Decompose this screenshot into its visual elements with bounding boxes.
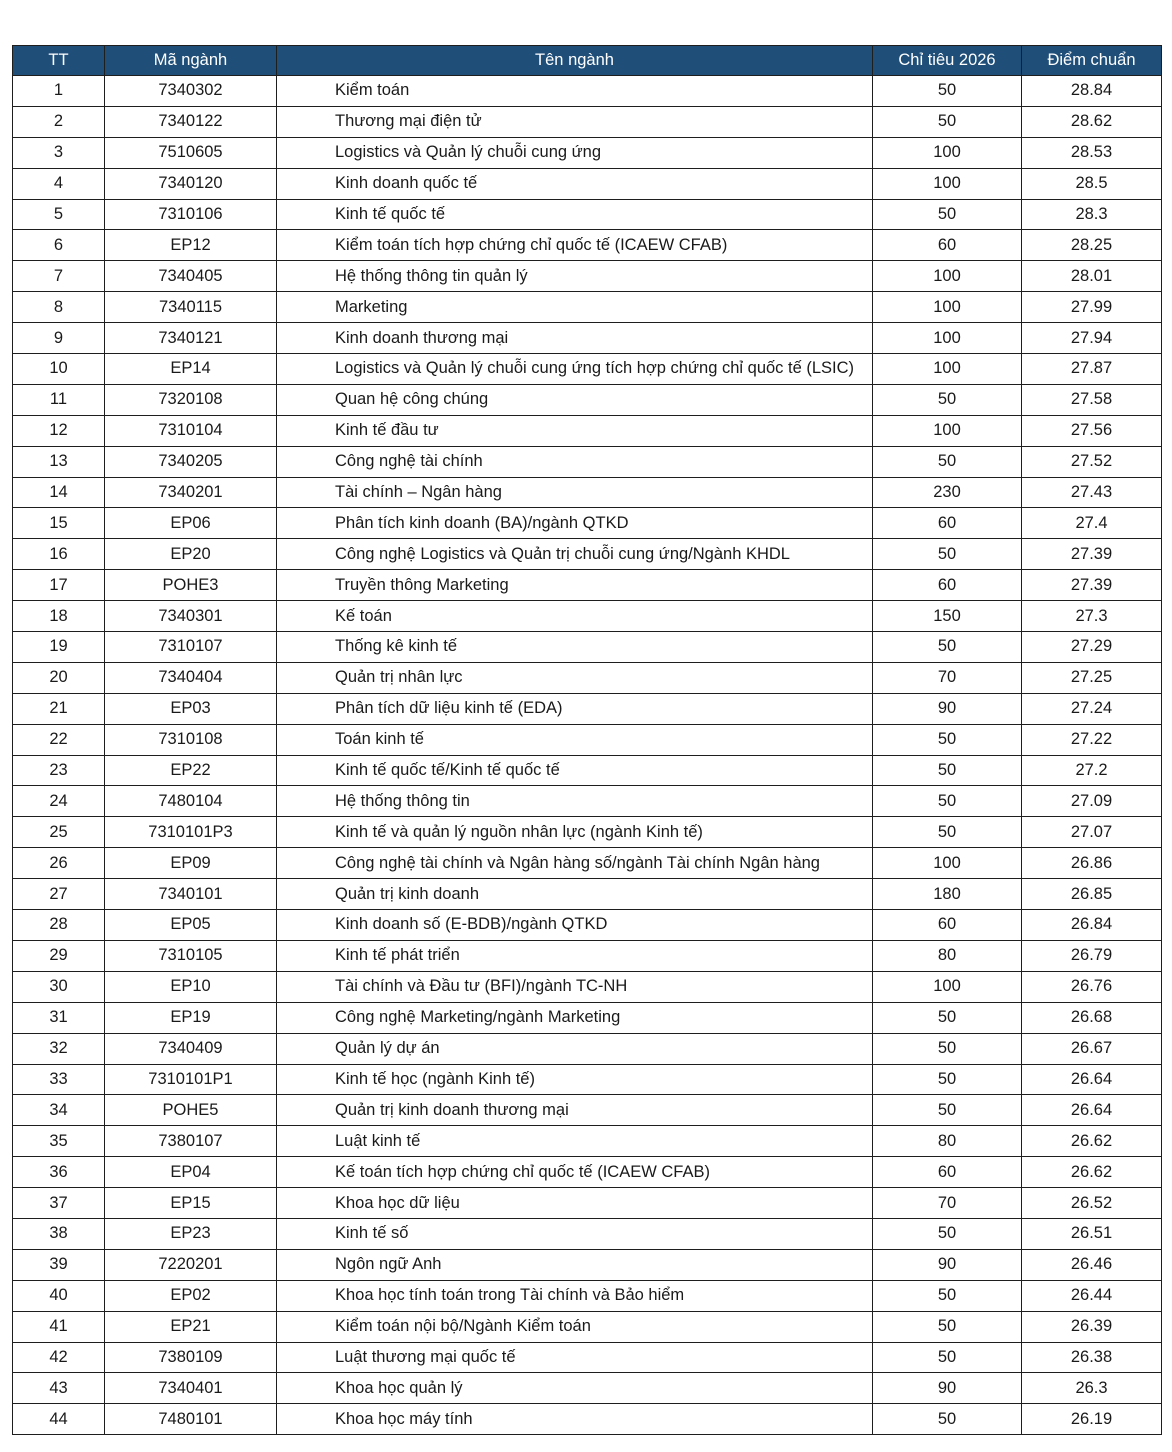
cell-name: Kinh tế đầu tư — [277, 415, 873, 446]
table-row — [13, 1033, 1162, 1064]
cell-quota: 100 — [873, 971, 1022, 1002]
cell-quota: 100 — [873, 137, 1022, 168]
cell-code: 7340120 — [105, 168, 277, 199]
cell-score: 26.86 — [1022, 848, 1162, 879]
table-row — [13, 662, 1162, 693]
table-row — [13, 786, 1162, 817]
cell-score: 27.87 — [1022, 354, 1162, 385]
cell-code: EP21 — [105, 1311, 277, 1342]
cell-score: 27.99 — [1022, 292, 1162, 323]
cell-score: 26.51 — [1022, 1218, 1162, 1249]
cell-tt: 25 — [13, 817, 105, 848]
cell-tt: 34 — [13, 1095, 105, 1126]
cell-code: 7380109 — [105, 1342, 277, 1373]
header-code: Mã ngành — [105, 46, 277, 76]
cell-quota: 100 — [873, 354, 1022, 385]
cell-quota: 60 — [873, 1157, 1022, 1188]
cell-tt: 5 — [13, 199, 105, 230]
cell-score: 27.94 — [1022, 323, 1162, 354]
cell-name: Logistics và Quản lý chuỗi cung ứng tích hợp chứng chỉ quốc tế (LSIC) — [277, 354, 873, 385]
cell-code: 7340115 — [105, 292, 277, 323]
cell-tt: 29 — [13, 940, 105, 971]
cell-name: Hệ thống thông tin quản lý — [277, 261, 873, 292]
table-row — [13, 848, 1162, 879]
cell-code: EP14 — [105, 354, 277, 385]
cell-tt: 1 — [13, 76, 105, 107]
cell-tt: 3 — [13, 137, 105, 168]
cell-tt: 6 — [13, 230, 105, 261]
cell-code: 7340401 — [105, 1373, 277, 1404]
table-row — [13, 879, 1162, 910]
cell-name: Kinh doanh quốc tế — [277, 168, 873, 199]
cell-quota: 50 — [873, 1280, 1022, 1311]
cell-code: EP22 — [105, 755, 277, 786]
table-row — [13, 477, 1162, 508]
cell-quota: 180 — [873, 879, 1022, 910]
cell-name: Phân tích dữ liệu kinh tế (EDA) — [277, 693, 873, 724]
table-row — [13, 1095, 1162, 1126]
cell-tt: 18 — [13, 601, 105, 632]
cell-tt: 23 — [13, 755, 105, 786]
cell-code: 7310105 — [105, 940, 277, 971]
cell-tt: 30 — [13, 971, 105, 1002]
cell-score: 28.25 — [1022, 230, 1162, 261]
cell-name: Tài chính – Ngân hàng — [277, 477, 873, 508]
cell-code: 7320108 — [105, 384, 277, 415]
cell-name: Kiểm toán tích hợp chứng chỉ quốc tế (ICAEW CFAB) — [277, 230, 873, 261]
cell-quota: 50 — [873, 76, 1022, 107]
table-row — [13, 1218, 1162, 1249]
table-row — [13, 168, 1162, 199]
cell-tt: 7 — [13, 261, 105, 292]
cell-tt: 43 — [13, 1373, 105, 1404]
cell-quota: 50 — [873, 1404, 1022, 1435]
cell-name: Kinh tế quốc tế — [277, 199, 873, 230]
cell-code: EP04 — [105, 1157, 277, 1188]
cell-quota: 50 — [873, 1342, 1022, 1373]
table-row — [13, 1002, 1162, 1033]
cell-score: 26.52 — [1022, 1188, 1162, 1219]
table-row — [13, 323, 1162, 354]
table-row — [13, 137, 1162, 168]
cell-name: Thương mại điện tử — [277, 106, 873, 137]
cell-code: 7220201 — [105, 1249, 277, 1280]
cell-tt: 44 — [13, 1404, 105, 1435]
table-row — [13, 724, 1162, 755]
cell-quota: 150 — [873, 601, 1022, 632]
cell-tt: 26 — [13, 848, 105, 879]
cell-quota: 100 — [873, 415, 1022, 446]
cell-quota: 50 — [873, 755, 1022, 786]
cell-quota: 80 — [873, 1126, 1022, 1157]
cell-score: 27.24 — [1022, 693, 1162, 724]
cell-name: Kinh doanh thương mại — [277, 323, 873, 354]
cell-score: 27.56 — [1022, 415, 1162, 446]
cell-name: Phân tích kinh doanh (BA)/ngành QTKD — [277, 508, 873, 539]
cell-name: Kế toán — [277, 601, 873, 632]
cell-code: 7340302 — [105, 76, 277, 107]
cell-quota: 60 — [873, 230, 1022, 261]
header-quota: Chỉ tiêu 2026 — [873, 46, 1022, 76]
cell-code: EP10 — [105, 971, 277, 1002]
cell-name: Marketing — [277, 292, 873, 323]
cell-name: Quản lý dự án — [277, 1033, 873, 1064]
cell-tt: 27 — [13, 879, 105, 910]
cell-quota: 80 — [873, 940, 1022, 971]
table-body — [13, 76, 1162, 1435]
cell-name: Luật kinh tế — [277, 1126, 873, 1157]
cell-tt: 14 — [13, 477, 105, 508]
cell-tt: 9 — [13, 323, 105, 354]
header-row — [13, 46, 1162, 76]
table-row — [13, 1342, 1162, 1373]
cell-score: 27.52 — [1022, 446, 1162, 477]
cell-name: Công nghệ Logistics và Quản trị chuỗi cung ứng/Ngành KHDL — [277, 539, 873, 570]
cell-name: Quản trị kinh doanh — [277, 879, 873, 910]
cell-code: 7510605 — [105, 137, 277, 168]
cell-score: 28.53 — [1022, 137, 1162, 168]
cell-name: Công nghệ tài chính — [277, 446, 873, 477]
cell-name: Công nghệ tài chính và Ngân hàng số/ngành Tài chính Ngân hàng — [277, 848, 873, 879]
cell-score: 26.85 — [1022, 879, 1162, 910]
cell-tt: 20 — [13, 662, 105, 693]
cell-name: Kiểm toán — [277, 76, 873, 107]
cell-code: 7310101P3 — [105, 817, 277, 848]
cell-quota: 100 — [873, 261, 1022, 292]
cell-score: 26.64 — [1022, 1064, 1162, 1095]
cell-code: EP15 — [105, 1188, 277, 1219]
cell-code: 7310106 — [105, 199, 277, 230]
cell-score: 26.39 — [1022, 1311, 1162, 1342]
table-row — [13, 539, 1162, 570]
cell-quota: 70 — [873, 662, 1022, 693]
cell-quota: 100 — [873, 168, 1022, 199]
cell-tt: 16 — [13, 539, 105, 570]
cell-tt: 42 — [13, 1342, 105, 1373]
cell-score: 27.58 — [1022, 384, 1162, 415]
cell-quota: 60 — [873, 508, 1022, 539]
cell-name: Khoa học dữ liệu — [277, 1188, 873, 1219]
cell-quota: 230 — [873, 477, 1022, 508]
cell-code: 7310108 — [105, 724, 277, 755]
cell-score: 28.62 — [1022, 106, 1162, 137]
cell-tt: 15 — [13, 508, 105, 539]
table-row — [13, 230, 1162, 261]
cell-quota: 60 — [873, 910, 1022, 941]
table-row — [13, 632, 1162, 663]
cell-score: 26.38 — [1022, 1342, 1162, 1373]
cell-code: 7340301 — [105, 601, 277, 632]
cell-tt: 36 — [13, 1157, 105, 1188]
cell-name: Kinh tế và quản lý nguồn nhân lực (ngành Kinh tế) — [277, 817, 873, 848]
cell-score: 28.3 — [1022, 199, 1162, 230]
table-row — [13, 940, 1162, 971]
cell-name: Luật thương mại quốc tế — [277, 1342, 873, 1373]
cell-score: 27.22 — [1022, 724, 1162, 755]
cell-name: Công nghệ Marketing/ngành Marketing — [277, 1002, 873, 1033]
cell-code: 7480104 — [105, 786, 277, 817]
cell-tt: 2 — [13, 106, 105, 137]
cell-tt: 37 — [13, 1188, 105, 1219]
admission-scores-table — [12, 45, 1162, 1435]
cell-code: EP20 — [105, 539, 277, 570]
table-row — [13, 1126, 1162, 1157]
table-row — [13, 1311, 1162, 1342]
cell-tt: 41 — [13, 1311, 105, 1342]
cell-quota: 50 — [873, 1311, 1022, 1342]
cell-name: Kinh tế học (ngành Kinh tế) — [277, 1064, 873, 1095]
table-row — [13, 1373, 1162, 1404]
cell-code: 7310101P1 — [105, 1064, 277, 1095]
cell-quota: 100 — [873, 848, 1022, 879]
cell-score: 26.62 — [1022, 1126, 1162, 1157]
table-row — [13, 261, 1162, 292]
cell-tt: 24 — [13, 786, 105, 817]
cell-code: EP23 — [105, 1218, 277, 1249]
cell-tt: 28 — [13, 910, 105, 941]
cell-tt: 38 — [13, 1218, 105, 1249]
table-row — [13, 1157, 1162, 1188]
cell-code: EP03 — [105, 693, 277, 724]
cell-code: 7340122 — [105, 106, 277, 137]
cell-quota: 50 — [873, 1095, 1022, 1126]
table-header — [13, 46, 1162, 76]
cell-quota: 100 — [873, 292, 1022, 323]
cell-tt: 13 — [13, 446, 105, 477]
cell-quota: 50 — [873, 817, 1022, 848]
cell-tt: 19 — [13, 632, 105, 663]
cell-score: 26.67 — [1022, 1033, 1162, 1064]
cell-quota: 50 — [873, 1002, 1022, 1033]
cell-tt: 11 — [13, 384, 105, 415]
cell-quota: 90 — [873, 1373, 1022, 1404]
cell-score: 26.64 — [1022, 1095, 1162, 1126]
cell-code: EP19 — [105, 1002, 277, 1033]
cell-score: 26.76 — [1022, 971, 1162, 1002]
cell-score: 26.3 — [1022, 1373, 1162, 1404]
cell-name: Toán kinh tế — [277, 724, 873, 755]
table-row — [13, 1404, 1162, 1435]
header-tt: TT — [13, 46, 105, 76]
cell-tt: 17 — [13, 570, 105, 601]
cell-quota: 50 — [873, 724, 1022, 755]
cell-code: EP12 — [105, 230, 277, 261]
cell-score: 27.2 — [1022, 755, 1162, 786]
cell-name: Hệ thống thông tin — [277, 786, 873, 817]
cell-code: 7380107 — [105, 1126, 277, 1157]
cell-code: 7310107 — [105, 632, 277, 663]
cell-score: 27.25 — [1022, 662, 1162, 693]
cell-score: 26.79 — [1022, 940, 1162, 971]
header-score: Điểm chuẩn — [1022, 46, 1162, 76]
cell-score: 28.01 — [1022, 261, 1162, 292]
table-row — [13, 570, 1162, 601]
cell-quota: 50 — [873, 1033, 1022, 1064]
table-row — [13, 1249, 1162, 1280]
cell-quota: 90 — [873, 693, 1022, 724]
table-row — [13, 910, 1162, 941]
cell-score: 27.29 — [1022, 632, 1162, 663]
cell-code: 7340404 — [105, 662, 277, 693]
cell-quota: 50 — [873, 1218, 1022, 1249]
cell-code: 7340201 — [105, 477, 277, 508]
cell-score: 27.4 — [1022, 508, 1162, 539]
cell-code: EP02 — [105, 1280, 277, 1311]
table-row — [13, 76, 1162, 107]
cell-score: 27.07 — [1022, 817, 1162, 848]
cell-tt: 40 — [13, 1280, 105, 1311]
table-row — [13, 601, 1162, 632]
cell-code: POHE3 — [105, 570, 277, 601]
table-row — [13, 1064, 1162, 1095]
cell-score: 26.19 — [1022, 1404, 1162, 1435]
cell-code: 7310104 — [105, 415, 277, 446]
cell-name: Khoa học tính toán trong Tài chính và Bảo hiểm — [277, 1280, 873, 1311]
cell-name: Kinh tế số — [277, 1218, 873, 1249]
cell-name: Thống kê kinh tế — [277, 632, 873, 663]
cell-name: Kinh tế phát triển — [277, 940, 873, 971]
table-row — [13, 508, 1162, 539]
cell-code: 7340121 — [105, 323, 277, 354]
table-row — [13, 693, 1162, 724]
cell-code: 7340409 — [105, 1033, 277, 1064]
cell-score: 28.5 — [1022, 168, 1162, 199]
cell-quota: 50 — [873, 446, 1022, 477]
table-row — [13, 1280, 1162, 1311]
cell-code: 7340405 — [105, 261, 277, 292]
cell-score: 28.84 — [1022, 76, 1162, 107]
cell-quota: 50 — [873, 539, 1022, 570]
cell-name: Tài chính và Đầu tư (BFI)/ngành TC-NH — [277, 971, 873, 1002]
cell-name: Quản trị nhân lực — [277, 662, 873, 693]
cell-quota: 50 — [873, 786, 1022, 817]
cell-quota: 50 — [873, 384, 1022, 415]
cell-code: EP06 — [105, 508, 277, 539]
table-row — [13, 446, 1162, 477]
table-row — [13, 1188, 1162, 1219]
table-row — [13, 384, 1162, 415]
table-row — [13, 199, 1162, 230]
cell-name: Khoa học quản lý — [277, 1373, 873, 1404]
table-row — [13, 292, 1162, 323]
cell-tt: 12 — [13, 415, 105, 446]
cell-name: Kinh tế quốc tế/Kinh tế quốc tế — [277, 755, 873, 786]
cell-name: Truyền thông Marketing — [277, 570, 873, 601]
cell-tt: 32 — [13, 1033, 105, 1064]
cell-name: Kinh doanh số (E-BDB)/ngành QTKD — [277, 910, 873, 941]
table-row — [13, 354, 1162, 385]
cell-score: 26.84 — [1022, 910, 1162, 941]
cell-score: 26.44 — [1022, 1280, 1162, 1311]
cell-score: 27.09 — [1022, 786, 1162, 817]
cell-quota: 50 — [873, 1064, 1022, 1095]
cell-score: 26.62 — [1022, 1157, 1162, 1188]
cell-tt: 33 — [13, 1064, 105, 1095]
cell-name: Logistics và Quản lý chuỗi cung ứng — [277, 137, 873, 168]
cell-tt: 21 — [13, 693, 105, 724]
cell-score: 27.39 — [1022, 539, 1162, 570]
cell-quota: 70 — [873, 1188, 1022, 1219]
cell-name: Quản trị kinh doanh thương mại — [277, 1095, 873, 1126]
cell-score: 27.39 — [1022, 570, 1162, 601]
cell-score: 27.3 — [1022, 601, 1162, 632]
cell-name: Ngôn ngữ Anh — [277, 1249, 873, 1280]
cell-name: Kế toán tích hợp chứng chỉ quốc tế (ICAEW CFAB) — [277, 1157, 873, 1188]
cell-score: 26.68 — [1022, 1002, 1162, 1033]
cell-quota: 50 — [873, 106, 1022, 137]
cell-code: EP05 — [105, 910, 277, 941]
cell-tt: 10 — [13, 354, 105, 385]
cell-name: Kiểm toán nội bộ/Ngành Kiểm toán — [277, 1311, 873, 1342]
cell-score: 26.46 — [1022, 1249, 1162, 1280]
cell-code: 7480101 — [105, 1404, 277, 1435]
cell-tt: 35 — [13, 1126, 105, 1157]
cell-score: 27.43 — [1022, 477, 1162, 508]
cell-name: Khoa học máy tính — [277, 1404, 873, 1435]
cell-code: POHE5 — [105, 1095, 277, 1126]
cell-quota: 50 — [873, 199, 1022, 230]
cell-tt: 8 — [13, 292, 105, 323]
table-row — [13, 971, 1162, 1002]
cell-code: 7340205 — [105, 446, 277, 477]
cell-quota: 90 — [873, 1249, 1022, 1280]
cell-quota: 100 — [873, 323, 1022, 354]
table-row — [13, 106, 1162, 137]
table-row — [13, 415, 1162, 446]
cell-code: 7340101 — [105, 879, 277, 910]
cell-tt: 4 — [13, 168, 105, 199]
table-row — [13, 817, 1162, 848]
cell-tt: 39 — [13, 1249, 105, 1280]
cell-name: Quan hệ công chúng — [277, 384, 873, 415]
header-name: Tên ngành — [277, 46, 873, 76]
cell-tt: 22 — [13, 724, 105, 755]
cell-code: EP09 — [105, 848, 277, 879]
cell-quota: 60 — [873, 570, 1022, 601]
cell-quota: 50 — [873, 632, 1022, 663]
table-row — [13, 755, 1162, 786]
cell-tt: 31 — [13, 1002, 105, 1033]
